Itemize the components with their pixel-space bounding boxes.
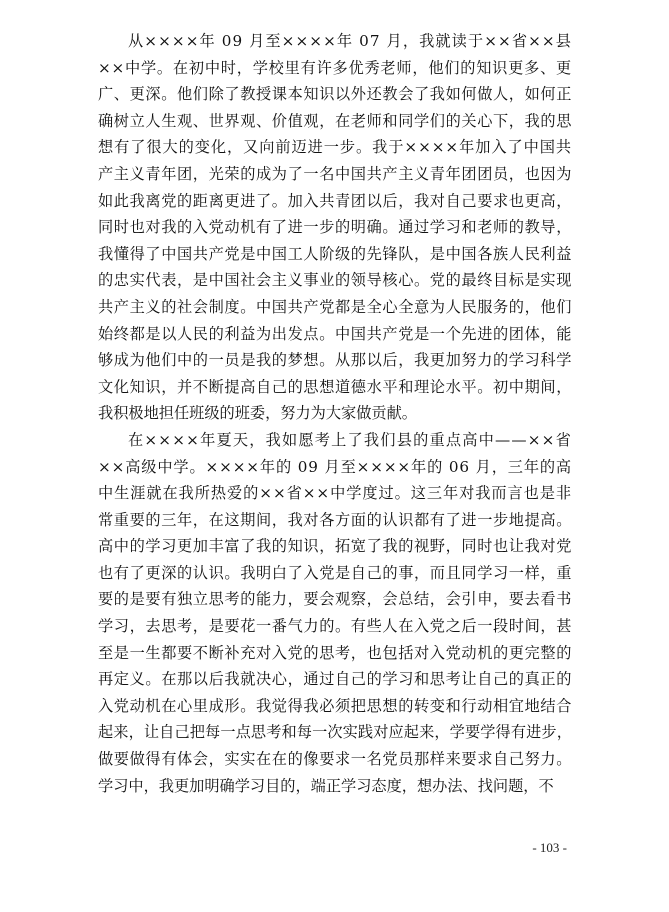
text-line	[98, 161, 572, 188]
text-line	[98, 560, 572, 587]
text-line-content: 够成为他们中的一员是我的梦想。从那以后，我更加努力的学习科学	[98, 351, 572, 370]
text-line-content: 始终都是以人民的利益为出发点。中国共产党是一个先进的团体，能	[98, 324, 572, 343]
page-number: - 103 -	[532, 840, 567, 855]
text-line-content: 我懂得了中国共产党是中国工人阶级的先锋队，是中国各族人民利益	[98, 244, 572, 263]
text-line	[98, 134, 572, 161]
text-line-content: 产主义青年团，光荣的成为了一名中国共产主义青年团团员，也因为	[98, 164, 572, 183]
text-line-content: 再定义。在那以后我就决心，通过自己的学习和思考让自己的真正的	[98, 670, 572, 689]
text-line-content: 如此我离党的距离更进了。加入共青团以后，我对自己要求也更高，	[98, 191, 572, 210]
body-text	[98, 28, 572, 799]
text-line-content: 广、更深。他们除了教授课本知识以外还教会了我如何做人，如何正	[98, 85, 572, 104]
text-line-content: 确树立人生观、世界观、价值观，在老师和同学们的关心下，我的思	[98, 111, 572, 130]
text-line-content: 的忠实代表，是中国社会主义事业的领导核心。党的最终目标是实现	[98, 271, 572, 290]
text-line	[98, 55, 572, 82]
text-line-content: 从××××年 09 月至××××年 07 月，我就读于××省××县	[128, 32, 572, 50]
text-line	[98, 294, 572, 321]
text-line-content: 至是一生都要不断补充对入党的思考，也包括对入党动机的更完整的	[98, 643, 572, 662]
text-line	[98, 533, 572, 560]
text-line	[98, 586, 572, 613]
text-line-content: 高中的学习更加丰富了我的知识，拓宽了我的视野，同时也让我对党	[98, 537, 572, 556]
text-line	[98, 214, 572, 241]
text-line	[98, 267, 572, 294]
text-line-content: 学习，去思考，是要花一番气力的。有些人在入党之后一段时间，甚	[98, 617, 572, 636]
text-line	[98, 507, 572, 534]
text-line-content: 共产主义的社会制度。中国共产党都是全心全意为人民服务的，他们	[98, 297, 572, 316]
paragraph-1	[98, 28, 572, 427]
text-line	[98, 241, 572, 268]
text-line	[98, 81, 572, 108]
text-line	[98, 374, 572, 401]
paragraph-2	[98, 427, 572, 799]
text-line-content: 要的是要有独立思考的能力，要会观察，会总结，会引申，要去看书	[98, 590, 572, 609]
text-line-content: ××高级中学。××××年的 09 月至××××年的 06 月，三年的高	[98, 457, 572, 476]
text-line-content: 常重要的三年，在这期间，我对各方面的认识都有了进一步地提高。	[98, 510, 572, 529]
text-line-content: 文化知识，并不断提高自己的思想道德水平和理论水平。初中期间，	[98, 377, 572, 396]
text-line	[98, 613, 572, 640]
text-line-content: ××中学。在初中时，学校里有许多优秀老师，他们的知识更多、更	[98, 58, 572, 77]
text-line	[98, 347, 572, 374]
text-line	[98, 454, 572, 481]
text-line	[98, 640, 572, 667]
text-line-content: 中生涯就在我所热爱的××省××中学度过。这三年对我而言也是非	[98, 484, 572, 503]
text-line	[98, 427, 572, 454]
text-line	[98, 188, 572, 215]
text-line	[98, 693, 572, 720]
text-line-content: 我积极地担任班级的班委，努力为大家做贡献。	[98, 404, 417, 423]
text-line-content: 起来，让自己把每一点思考和每一次实践对应起来，学要学得有进步，	[98, 723, 572, 742]
text-line	[98, 108, 572, 135]
text-line	[98, 321, 572, 348]
text-line-content: 在××××年夏天，我如愿考上了我们县的重点高中——××省	[128, 430, 572, 449]
text-line	[98, 719, 572, 746]
text-line-content: 也有了更深的认识。我明白了入党是自己的事，而且同学习一样，重	[98, 563, 572, 582]
text-line-content: 入党动机在心里成形。我觉得我必须把思想的转变和行动相宜地结合	[98, 696, 572, 715]
text-line	[98, 28, 572, 55]
text-line	[98, 666, 572, 693]
text-line-content: 学习中，我更加明确学习目的，端正学习态度，想办法、找问题，不	[98, 776, 554, 795]
text-line	[98, 773, 572, 800]
text-line-content: 想有了很大的变化，又向前迈进一步。我于××××年加入了中国共	[98, 138, 572, 157]
text-line-content: 同时也对我的入党动机有了进一步的明确。通过学习和老师的教导，	[98, 218, 572, 237]
text-line	[98, 480, 572, 507]
text-line	[98, 746, 572, 773]
text-line-content: 做要做得有体会，实实在在的像要求一名党员那样来要求自己努力。	[98, 750, 572, 769]
text-line	[98, 400, 572, 427]
